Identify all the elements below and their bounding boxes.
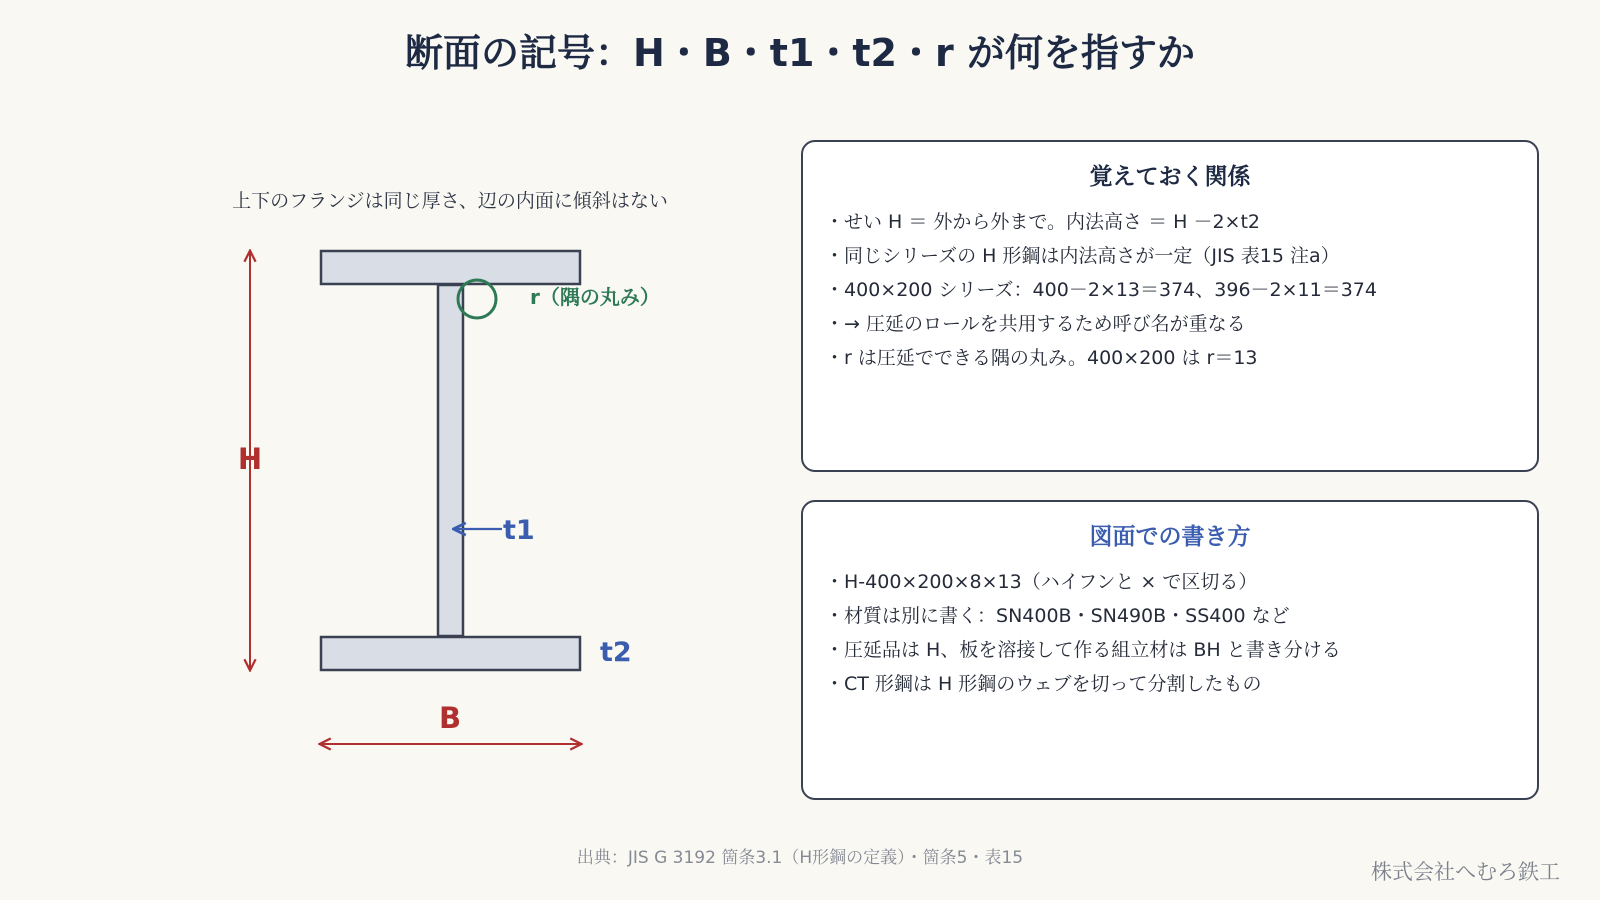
flange-thickness-label: t2 xyxy=(600,637,632,668)
relations-heading: 覚えておく関係 xyxy=(1089,164,1251,190)
list-item: ・ 400×200 シリーズ：400－2×13＝374、396－2×11＝374 xyxy=(833,273,1537,307)
list-item: ・ せい H ＝ 外から外まで。内法高さ ＝ H －2×t2 xyxy=(833,205,1537,239)
relations-panel xyxy=(801,140,1539,472)
bottom-flange xyxy=(321,637,580,670)
relations-list xyxy=(803,205,1537,375)
notation-panel xyxy=(801,500,1539,800)
width-label: B xyxy=(438,701,462,735)
list-item: ・ → 圧延のロールを共用するため呼び名が重なる xyxy=(833,307,1537,341)
list-item: ・ 圧延品は H、板を溶接して作る組立材は BH と書き分ける xyxy=(833,633,1537,667)
diagram-caption: 上下のフランジは同じ厚さ、辺の内面に傾斜はない xyxy=(232,190,668,212)
fillet-radius-label: r（隅の丸み） xyxy=(530,285,660,309)
web-thickness-label: t1 xyxy=(503,515,535,546)
web xyxy=(438,285,463,636)
top-flange xyxy=(321,251,580,284)
company-name: 株式会社へむろ鉄工 xyxy=(1371,860,1560,884)
list-item: ・ H-400×200×8×13（ハイフンと × で区切る） xyxy=(833,565,1537,599)
height-label: H xyxy=(237,442,263,476)
list-item: ・ CT 形鋼は H 形鋼のウェブを切って分割したもの xyxy=(833,667,1537,701)
list-item: ・ 材質は別に書く：SN400B・SN490B・SS400 など xyxy=(833,599,1537,633)
notation-heading: 図面での書き方 xyxy=(1089,524,1251,550)
notation-list xyxy=(803,565,1537,701)
page-title: 断面の記号：H・B・t1・t2・r が何を指すか xyxy=(405,31,1195,75)
list-item: ・ 同じシリーズの H 形鋼は内法高さが一定（JIS 表15 注a） xyxy=(833,239,1537,273)
list-item: ・ r は圧延でできる隅の丸み。400×200 は r＝13 xyxy=(833,341,1537,375)
source-citation: 出典：JIS G 3192 箇条3.1（H形鋼の定義）・箇条5・表15 xyxy=(576,848,1024,868)
